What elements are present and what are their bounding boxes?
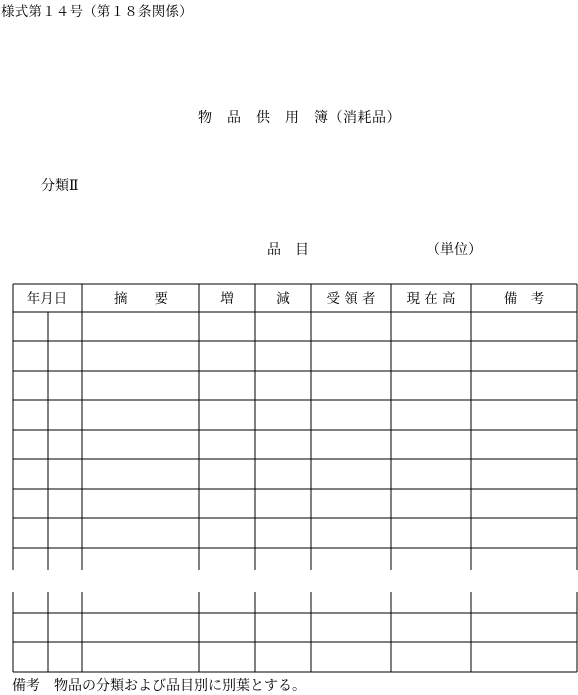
header-summary: 摘 要 [114,291,168,307]
header-date: 年月日 [26,291,68,307]
header-recipient: 受 領 者 [326,291,376,307]
lower-row-lines [13,613,577,672]
footer-note: 備考 物品の分類および品目別に別葉とする。 [12,678,306,694]
category-label: 分類Ⅱ [41,178,79,194]
item-label: 品 目 [267,242,309,258]
header-current-balance: 現 在 高 [406,291,456,307]
document-title: 物 品 供 用 簿（消耗品） [198,110,401,126]
upper-row-lines [13,341,577,548]
upper-column-lines [13,284,577,570]
header-remarks: 備 考 [503,291,545,307]
lower-column-lines [13,592,577,672]
header-increase: 増 [220,291,234,307]
form-number: 様式第１４号（第１８条関係） [1,4,193,20]
unit-label: （単位） [426,242,482,258]
header-decrease: 減 [276,291,290,307]
